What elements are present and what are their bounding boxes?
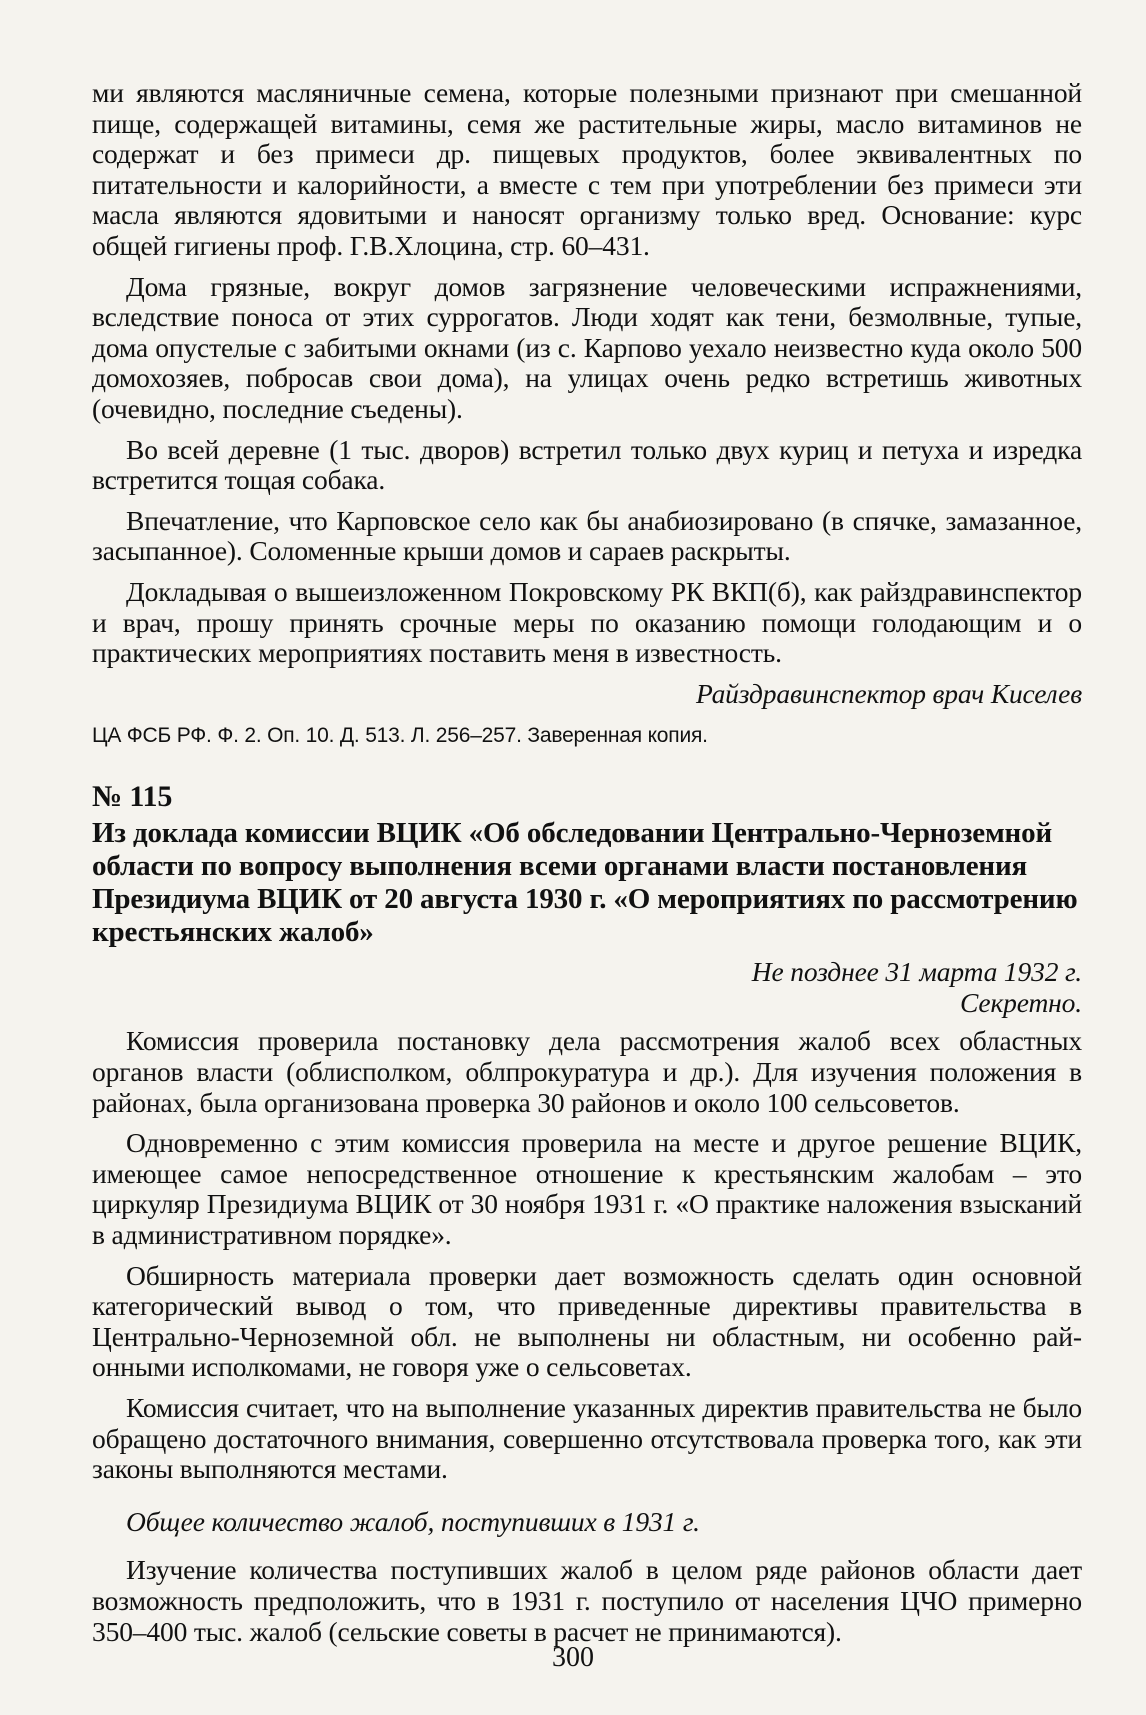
paragraph-report: Докладывая о вышеизложенном Покровскому РК ВКП(б), как райздравинспектор и врач, прошу принять срочные меры по оказанию помощи голодающим и о практических мероприятиях поставить меня в известность. bbox=[92, 575, 1082, 669]
paragraph-village: Во всей деревне (1 тыс. дворов) встретил только двух куриц и петуха и изредка встретится тощая собака. bbox=[92, 433, 1082, 496]
document-classification: Секретно. bbox=[960, 986, 1082, 1018]
paragraph-impression: Впечатление, что Карповское село как бы анабиозировано (в спячке, замазанное, засыпанное). Соломенные крыши домов и сараев раскрыты. bbox=[92, 504, 1082, 567]
signature: Райздравинспектор врач Киселев bbox=[695, 677, 1082, 709]
paragraph-commission-check: Комиссия проверила постановку дела рассмотрения жалоб всех областных органов власти (облисполком, облпрокуратура и др.). Для изучения положения в районах, была организована проверка 30 районов и около 100 сельсоветов. bbox=[92, 1025, 1082, 1118]
document-number: № 115 bbox=[92, 780, 173, 814]
section-subheading: Общее количество жалоб, поступивших в 1931 г. bbox=[126, 1505, 700, 1537]
paragraph-complaints-count: Изучение количества поступивших жалоб в целом ряде районов области дает возможность предположить, что в 1931 г. поступило от населения ЦЧО примерно 350–400 тыс. жалоб (сельские советы в расчет не принимаются). bbox=[92, 1554, 1082, 1647]
paragraph-conclusion: Обширность материала проверки дает возможность сделать один основной категорический вывод о том, что приведенные директивы правительства в Центрально-Черноземной обл. не выполнены ни областным, ни особенно районными исполкомами, не говоря уже о сельсоветах. bbox=[92, 1259, 1082, 1383]
document-date: Не позднее 31 марта 1932 г. bbox=[751, 956, 1082, 988]
paragraph-houses: Дома грязные, вокруг домов загрязнение человеческими испражнениями, вследствие поноса от этих суррогатов. Люди ходят как тени, безмолвные, тупые, дома опустелые с забитыми окнами (из с. Карпово уехало неизвестно куда около 500 домохозяев, побросав свои дома), на улицах очень редко встретишь животных (очевидно, последние съедены). bbox=[92, 270, 1082, 424]
paragraph-circular: Одновременно с этим комиссия проверила на месте и другое решение ВЦИК, имеющее самое непосредственное отношение к крестьянским жалобам – это циркуляр Президиума ВЦИК от 30 ноября 1931 г. «О практике наложения взысканий в административном порядке». bbox=[92, 1127, 1082, 1251]
page-content bbox=[92, 78, 1082, 1657]
archive-source-note: ЦА ФСБ РФ. Ф. 2. Оп. 10. Д. 513. Л. 256–257. Заверенная копия. bbox=[92, 724, 708, 748]
document-title: Из доклада комиссии ВЦИК «Об обследовании Центрально-Черноземной области по вопросу выполнения всеми органами власти постановления Президиума ВЦИК от 20 августа 1930 г. «О мероприятиях по рассмотрению крестьянских жалоб» bbox=[92, 817, 1078, 949]
page-number: 300 bbox=[552, 1642, 594, 1673]
paragraph-continuation: ми являются масляничные семена, которые полезными признают при смешанной пище, содержащей витамины, семя же растительные жиры, масло витаминов не содержат и без примеси др. пищевых продуктов, более эквивалентных по питательности и калорийности, а вместе с тем при употреблении без примеси эти масла являются ядовитыми и наносят организму только вред. Основание: курс общей гигиены проф. Г.В.Хлоцина, стр. 60–431. bbox=[92, 77, 1082, 261]
paragraph-attention: Комиссия считает, что на выполнение указанных директив правительства не было обращено достаточного внимания, совершенно отсутствовала проверка того, как эти законы выполняются местами. bbox=[92, 1392, 1082, 1485]
